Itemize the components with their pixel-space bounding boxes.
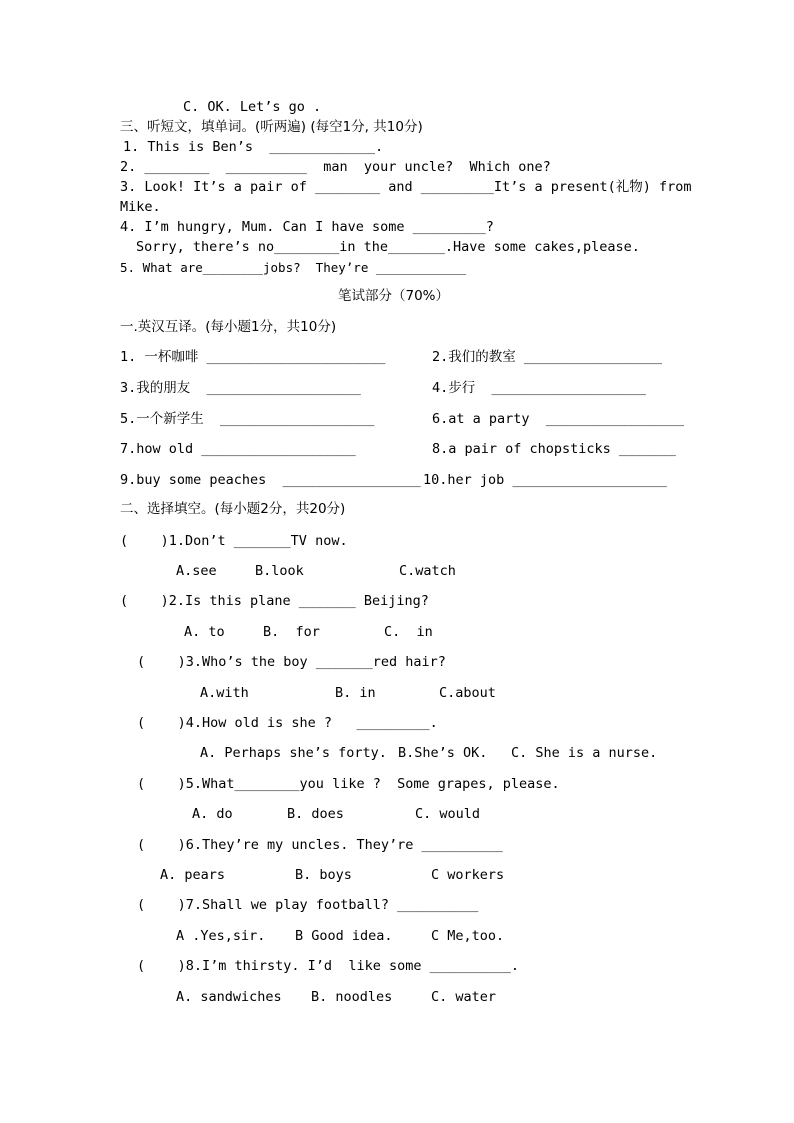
translation-item-3: 3.我的朋友 ___________________ [120,380,361,396]
question-2-option-a: A. to [184,624,225,640]
listening-line-3: 3. Look! It’s a pair of ________ and _________It’s a present(礼物) from [120,179,692,195]
translation-heading: 一.英汉互译。(每小题1分，共10分) [120,319,337,335]
listening-line-1: 1. This is Ben’s _____________. [123,139,384,155]
question-6-option-c: C workers [431,867,505,883]
question-5-option-b: B. does [287,806,344,822]
question-7-option-c: C Me,too. [431,928,505,944]
question-3-option-b: B. in [335,685,376,701]
listening-line-3-cont: Mike. [120,199,161,215]
question-8-option-a: A. sandwiches [176,989,282,1005]
question-7-option-a: A .Yes,sir. [176,928,266,944]
translation-item-4: 4.步行 ___________________ [432,380,646,396]
question-8-option-b: B. noodles [311,989,393,1005]
question-2-option-c: C. in [384,624,433,640]
translation-item-1: 1. 一杯咖啡 ______________________ [120,349,386,365]
question-8-option-c: C. water [431,989,497,1005]
question-3: ( )3.Who’s the boy _______red hair? [137,654,446,670]
translation-item-8: 8.a pair of chopsticks _______ [432,441,676,457]
question-1-option-b: B.look [255,563,304,579]
question-1-option-a: A.see [176,563,217,579]
listening-line-4-cont: Sorry, there’s no________in the_______.Have some cakes,please. [136,239,640,255]
written-section-title: 笔试部分（70%） [338,288,450,304]
question-7-option-b: B Good idea. [295,928,393,944]
translation-item-10: 10.her job ___________________ [423,472,667,488]
question-3-option-a: A.with [200,685,249,701]
question-4-option-b: B.She’s OK. [398,745,488,761]
listening-line-4: 4. I’m hungry, Mum. Can I have some _________? [120,219,494,235]
question-3-option-c: C.about [439,685,496,701]
question-4: ( )4.How old is she ? _________. [137,715,438,731]
question-5-option-c: C. would [415,806,481,822]
translation-item-6: 6.at a party _________________ [432,411,684,427]
question-5-option-a: A. do [192,806,233,822]
question-2: ( )2.Is this plane _______ Beijing? [120,593,429,609]
question-6-option-a: A. pears [160,867,226,883]
listening-prev-option: C. OK. Let’s go . [183,99,322,115]
question-8: ( )8.I’m thirsty. I’d like some __________. [137,958,520,974]
listening-section-heading: 三、听短文，填单词。(听两遍) (每空1分, 共10分) [120,119,423,135]
translation-item-7: 7.how old ___________________ [120,441,356,457]
question-6: ( )6.They’re my uncles. They’re __________ [137,837,503,853]
question-6-option-b: B. boys [295,867,352,883]
question-4-option-c: C. She is a nurse. [511,745,658,761]
question-1: ( )1.Don’t _______TV now. [120,533,348,549]
question-5: ( )5.What________you like ? Some grapes, please. [137,776,560,792]
translation-item-5: 5.一个新学生 ___________________ [120,411,375,427]
listening-line-5: 5. What are________jobs? They’re ____________ [120,260,467,275]
question-2-option-b: B. for [263,624,320,640]
question-4-option-a: A. Perhaps she’s forty. [200,745,387,761]
translation-item-2: 2.我们的教室 _________________ [432,349,663,365]
question-7: ( )7.Shall we play football? __________ [137,897,479,913]
listening-line-2: 2. ________ __________ man your uncle? Which one? [120,159,551,175]
translation-item-9: 9.buy some peaches _________________ [120,472,421,488]
question-1-option-c: C.watch [399,563,456,579]
choice-heading: 二、选择填空。(每小题2分，共20分) [120,501,346,517]
